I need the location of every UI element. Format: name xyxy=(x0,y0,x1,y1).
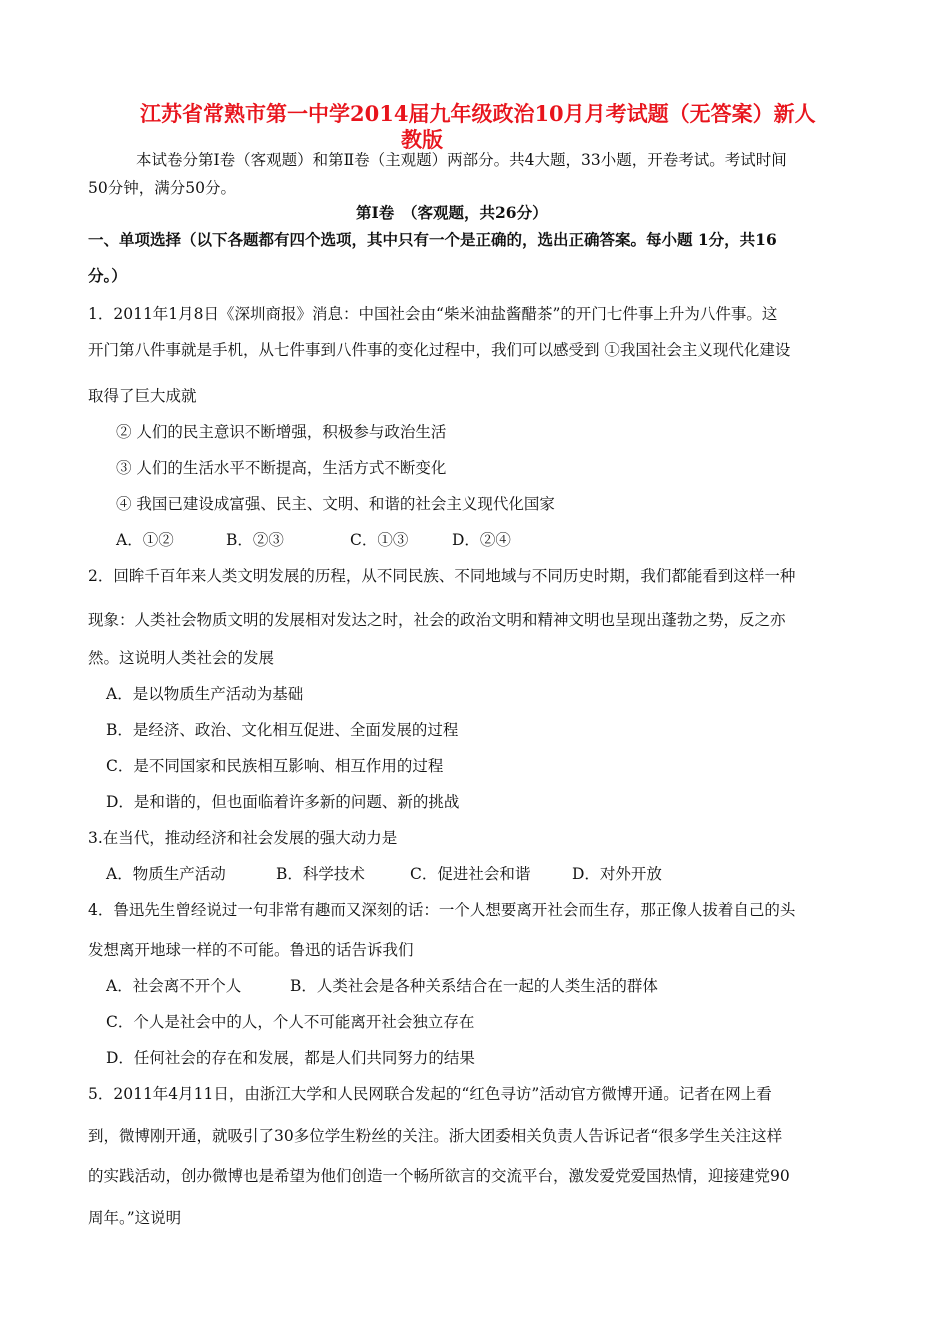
q5-line4: 周年。”这说明 xyxy=(88,1209,182,1227)
q3-option-b: B．科学技术 xyxy=(276,865,365,883)
section1-instruction-line1: 一、单项选择（以下各题都有四个选项，其中只有一个是正确的，选出正确答案。每小题 1分，共16 xyxy=(88,230,777,249)
q1-item-4: ④ 我国已建设成富强、民主、文明、和谐的社会主义现代化国家 xyxy=(116,495,555,513)
q2-line2: 现象：人类社会物质文明的发展相对发达之时，社会的政治文明和精神文明也呈现出蓬勃之势，反之亦 xyxy=(88,611,786,629)
q3-option-c: C．促进社会和谐 xyxy=(410,865,531,883)
section1-instruction-line2: 分。） xyxy=(88,266,127,285)
q4-option-c: C．个人是社会中的人，个人不可能离开社会独立存在 xyxy=(106,1013,475,1031)
q1-line2: 开门第八件事就是手机，从七件事到八件事的变化过程中，我们可以感受到 ①我国社会主义现代化建设 xyxy=(88,341,791,359)
q4-option-a: A．社会离不开个人 xyxy=(106,977,242,995)
q2-option-b: B．是经济、政治、文化相互促进、全面发展的过程 xyxy=(106,721,459,739)
q4-line1: 4．鲁迅先生曾经说过一句非常有趣而又深刻的话：一个人想要离开社会而生存，那正像人拔着自己的头 xyxy=(88,901,796,919)
q2-line3: 然。这说明人类社会的发展 xyxy=(88,649,275,667)
q1-option-b: B．②③ xyxy=(226,531,284,549)
q1-option-d: D．②④ xyxy=(452,531,511,549)
intro-line2: 50分钟，满分50分。 xyxy=(88,179,236,197)
section1-heading: 第Ⅰ卷 （客观题，共26分） xyxy=(356,203,548,222)
q2-option-c: C．是不同国家和民族相互影响、相互作用的过程 xyxy=(106,757,444,775)
q4-line2: 发想离开地球一样的不可能。鲁迅的话告诉我们 xyxy=(88,941,414,959)
q2-option-a: A．是以物质生产活动为基础 xyxy=(106,685,304,703)
q5-line2: 到，微博刚开通，就吸引了30多位学生粉丝的关注。浙大团委相关负责人告诉记者“很多学生关注这样 xyxy=(88,1127,783,1145)
q1-line3: 取得了巨大成就 xyxy=(88,387,197,405)
q1-option-a: A．①② xyxy=(116,531,174,549)
intro-line1: 本试卷分第Ⅰ卷（客观题）和第Ⅱ卷（主观题）两部分。共4大题，33小题，开卷考试。考试时间 xyxy=(136,151,787,169)
q3-option-d: D．对外开放 xyxy=(572,865,662,883)
q2-line1: 2．回眸千百年来人类文明发展的历程，从不同民族、不同地域与不同历史时期，我们都能看到这样一种 xyxy=(88,567,796,585)
q5-line3: 的实践活动，创办微博也是希望为他们创造一个畅所欲言的交流平台，激发爱党爱国热情，迎接建党90 xyxy=(88,1167,790,1185)
q5-line1: 5．2011年4月11日，由浙江大学和人民网联合发起的“红色寻访”活动官方微博开通。记者在网上看 xyxy=(88,1085,772,1103)
q1-option-c: C．①③ xyxy=(350,531,409,549)
q1-item-3: ③ 人们的生活水平不断提高，生活方式不断变化 xyxy=(116,459,447,477)
q4-option-d: D．任何社会的存在和发展，都是人们共同努力的结果 xyxy=(106,1049,475,1067)
q3-line1: 3.在当代，推动经济和社会发展的强大动力是 xyxy=(88,829,398,847)
q3-option-a: A．物质生产活动 xyxy=(106,865,226,883)
q2-option-d: D．是和谐的，但也面临着许多新的问题、新的挑战 xyxy=(106,793,460,811)
exam-title-line1: 江苏省常熟市第一中学2014届九年级政治10月月考试题（无答案）新人 xyxy=(140,101,816,126)
exam-title-line2: 教版 xyxy=(401,127,443,152)
q4-option-b: B．人类社会是各种关系结合在一起的人类生活的群体 xyxy=(290,977,658,995)
q1-line1: 1．2011年1月8日《深圳商报》消息：中国社会由“柴米油盐酱醋茶”的开门七件事上升为八件事。这 xyxy=(88,305,778,323)
q1-item-2: ② 人们的民主意识不断增强，积极参与政治生活 xyxy=(116,423,447,441)
